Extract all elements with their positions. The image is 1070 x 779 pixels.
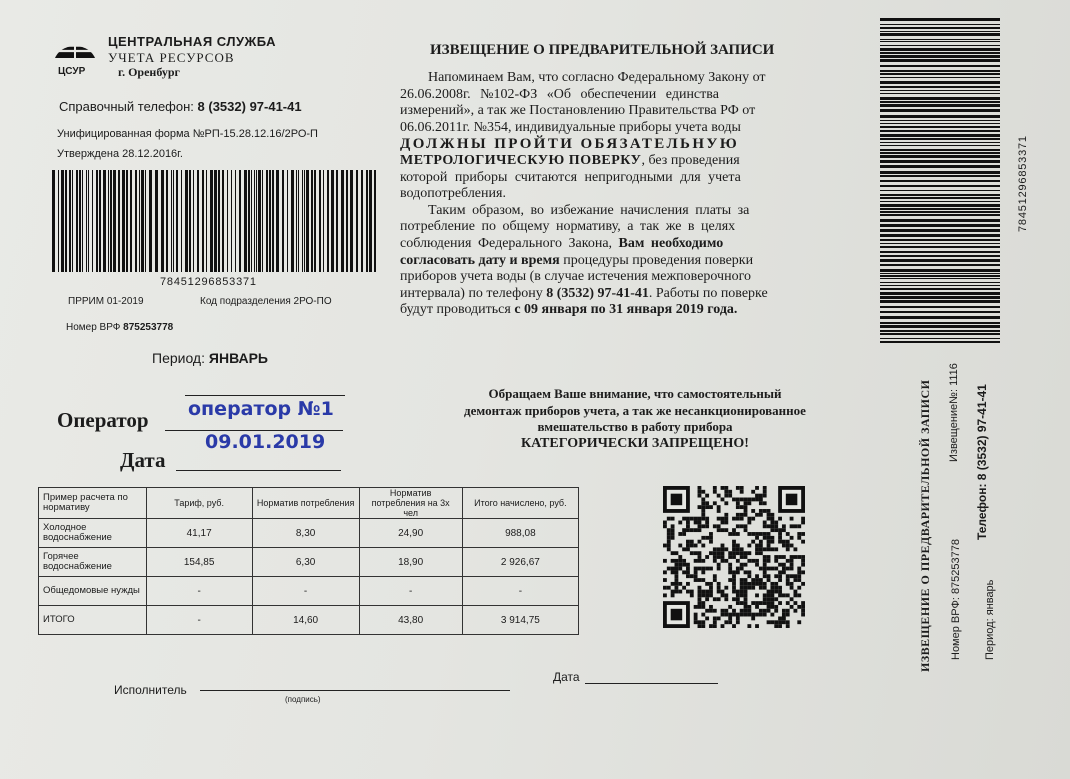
notice-line: 26.06.2008г. №102-ФЗ «Об обеспечении единства <box>400 86 719 102</box>
cell: 24,90 <box>359 519 462 548</box>
header-cell: Норматив потребления на 3х чел <box>359 488 462 519</box>
header-cell: Тариф, руб. <box>146 488 252 519</box>
date-value[interactable]: 09.01.2019 <box>205 431 326 453</box>
date-label: Дата <box>120 448 166 472</box>
cell: 41,17 <box>146 519 252 548</box>
stub-phone: Телефон: 8 (3532) 97-41-41 <box>975 384 989 540</box>
cell: - <box>146 606 252 635</box>
notice-line <box>400 253 870 270</box>
notice-text: процедуры проведения поверки <box>563 252 754 268</box>
table-row <box>39 577 579 606</box>
division-code: Код подразделения 2РО-ПО <box>200 296 332 307</box>
table-row <box>39 519 579 548</box>
row-label: ИТОГО <box>39 606 147 635</box>
divider <box>185 395 345 396</box>
cell: 2 926,67 <box>462 548 578 577</box>
org-name-line2: УЧЕТА РЕСУРСОВ <box>108 50 235 65</box>
norm-table <box>38 487 579 635</box>
notice-text: соблюдения Федерального Закона, <box>400 235 613 251</box>
notice-line: 06.06.2011г. №354, индивидуальные приборы учета воды <box>400 119 741 135</box>
notice-text: будут проводиться <box>400 302 511 318</box>
notice-text: интервала) по телефону <box>400 285 543 301</box>
row-label: Общедомовые нужды <box>39 577 147 606</box>
operator-label: Оператор <box>57 408 149 432</box>
prrim-code: ПРРИМ 01-2019 <box>68 296 144 307</box>
header-cell: Итого начислено, руб. <box>462 488 578 519</box>
logo-abbr: ЦСУР <box>58 66 86 77</box>
sign-date-line[interactable] <box>585 683 718 684</box>
warning-line: вмешательство в работу прибора <box>537 419 733 434</box>
row-label: Горячее водоснабжение <box>39 548 147 577</box>
table-header-row <box>39 488 579 519</box>
warning-line: Обращаем Ваше внимание, что самостоятельный <box>488 386 782 401</box>
cell: 988,08 <box>462 519 578 548</box>
notice-line: Таким образом, во избежание начисления платы за <box>428 202 750 218</box>
notice-emphasis: Вам необходимо <box>618 235 724 251</box>
vrf-label: Номер ВРФ <box>66 322 121 333</box>
executor-label: Исполнитель <box>114 683 187 697</box>
notice-line-emphasis: ДОЛЖНЫ ПРОЙТИ ОБЯЗАТЕЛЬНУЮ <box>400 136 740 153</box>
barcode-number: 78451296853371 <box>160 276 257 288</box>
cell: - <box>252 577 359 606</box>
notice-line <box>400 286 870 303</box>
notice-line: измерений», а так же Постановлению Правительства РФ от <box>400 103 756 119</box>
notice-line: которой приборы считаются непригодными для учета <box>400 169 741 185</box>
cell: - <box>146 577 252 606</box>
header-cell: Норматив потребления <box>252 488 359 519</box>
cell: 18,90 <box>359 548 462 577</box>
notice-line: Напоминаем Вам, что согласно Федеральному Закону от <box>428 70 766 85</box>
sign-date-label: Дата <box>553 670 580 684</box>
cell: 43,80 <box>359 606 462 635</box>
stub-vrf: Номер ВРФ: 875253778 <box>950 539 962 660</box>
stub-notice-number: Извещение№: 1116 <box>948 363 960 462</box>
cell: 6,30 <box>252 548 359 577</box>
cell: 8,30 <box>252 519 359 548</box>
stub-barcode <box>880 18 1000 346</box>
phone-value: 8 (3532) 97-41-41 <box>197 99 302 114</box>
warning-block <box>395 386 875 452</box>
phone-label: Справочный телефон: <box>59 99 194 114</box>
notice-title: ИЗВЕЩЕНИЕ О ПРЕДВАРИТЕЛЬНОЙ ЗАПИСИ <box>430 42 775 58</box>
notice-body <box>400 70 870 319</box>
table-row <box>39 548 579 577</box>
header-cell: Пример расчета по нормативу <box>39 488 147 519</box>
cell: 14,60 <box>252 606 359 635</box>
warning-line: демонтаж приборов учета, а так же несанкционированное <box>464 402 806 418</box>
table-row <box>39 606 579 635</box>
notice-line <box>400 236 870 253</box>
stub-title: ИЗВЕЩЕНИЕ О ПРЕДВАРИТЕЛЬНОЙ ЗАПИСИ <box>918 379 932 672</box>
period-line <box>152 350 268 366</box>
barcode <box>52 170 380 272</box>
notice-line: приборов учета воды (в случае истечения межповерочного <box>400 269 751 285</box>
stub-barcode-number: 78451296853371 <box>1017 135 1029 232</box>
form-line: Унифицированная форма №РП-15.28.12.16/2РО-П <box>57 128 318 140</box>
notice-line: потребление по общему нормативу, а так же в целях <box>400 219 736 235</box>
cell: 154,85 <box>146 548 252 577</box>
cell: - <box>462 577 578 606</box>
period-value: ЯНВАРЬ <box>208 350 268 366</box>
signature-line[interactable] <box>200 690 510 691</box>
cell: 3 914,75 <box>462 606 578 635</box>
operator-value[interactable]: оператор №1 <box>188 398 334 420</box>
row-label: Холодное водоснабжение <box>39 519 147 548</box>
warning-headline: КАТЕГОРИЧЕСКИ ЗАПРЕЩЕНО! <box>521 435 749 451</box>
vrf-line <box>66 322 173 333</box>
notice-line <box>400 302 870 319</box>
cell: - <box>359 577 462 606</box>
phone-line <box>59 99 302 114</box>
notice-text: . Работы по поверке <box>648 285 768 301</box>
notice-emphasis: с 09 января по 31 января 2019 года. <box>514 302 738 318</box>
vrf-value: 875253778 <box>123 322 174 333</box>
date-underline <box>176 470 341 471</box>
period-label: Период: <box>152 350 205 366</box>
notice-emphasis: согласовать дату и время <box>400 252 560 268</box>
notice-line: водопотребления. <box>400 186 506 202</box>
stub-period: Период: январь <box>984 579 996 660</box>
org-name-line1: ЦЕНТРАЛЬНАЯ СЛУЖБА <box>108 34 277 49</box>
approved-line: Утверждена 28.12.2016г. <box>57 148 183 160</box>
notice-emphasis: МЕТРОЛОГИЧЕСКУЮ ПОВЕРКУ <box>400 152 642 168</box>
qr-code <box>660 486 808 628</box>
signature-hint: (подпись) <box>285 695 321 704</box>
notice-emphasis: 8 (3532) 97-41-41 <box>546 285 649 301</box>
org-city: г. Оренбург <box>118 65 181 79</box>
notice-line <box>400 153 870 170</box>
notice-text: , без проведения <box>641 152 740 168</box>
csur-logo-icon <box>52 38 98 64</box>
